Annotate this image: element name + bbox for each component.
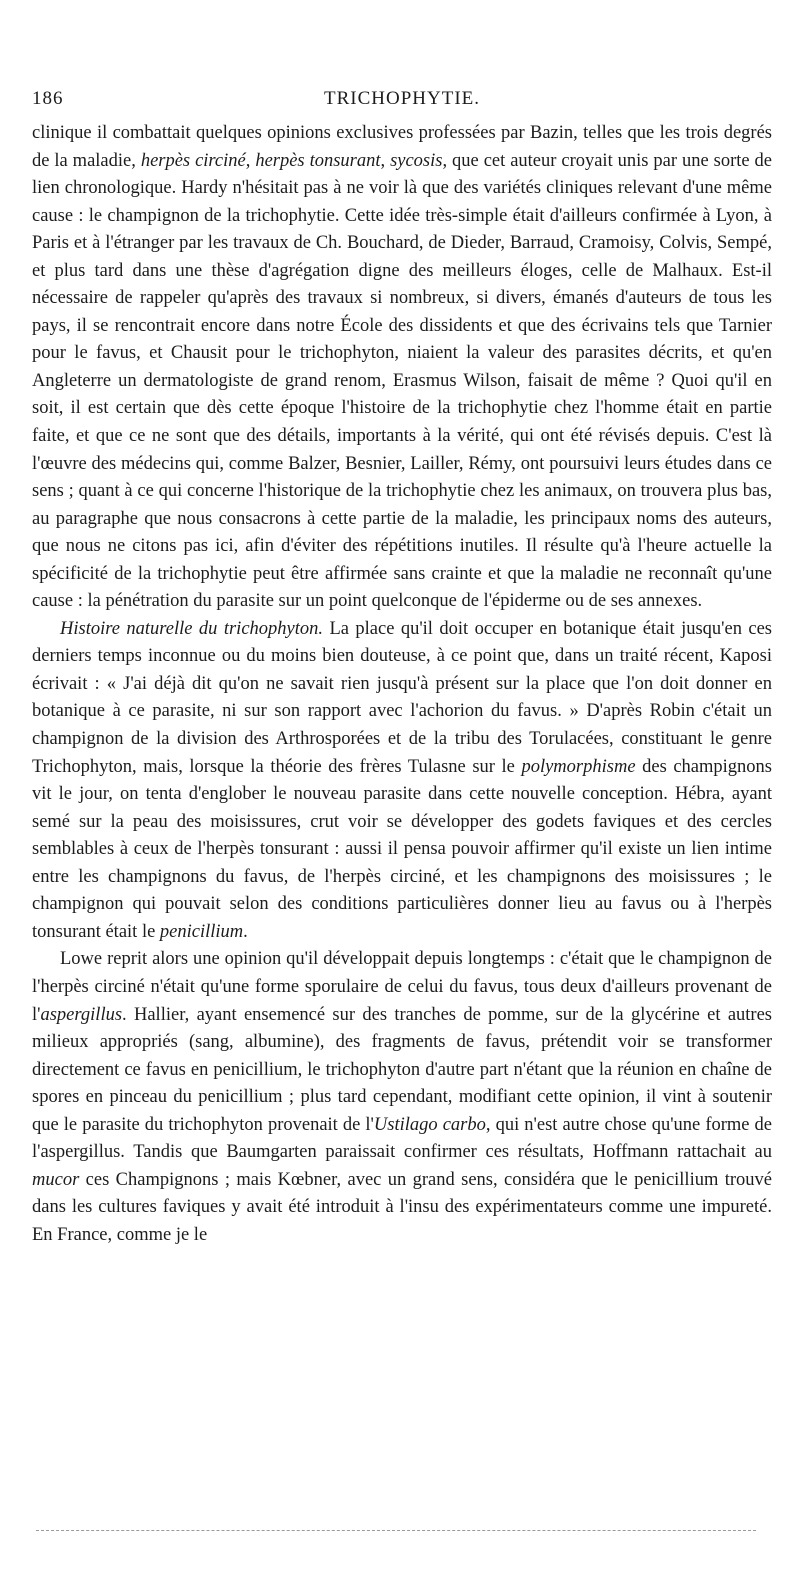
footer-rule bbox=[36, 1530, 756, 1531]
italic-text: aspergillus bbox=[40, 1004, 123, 1025]
text-run: clinique il combattait quelques opinions exclusives professées par Bazin, telles que les trois degrés de la maladie, bbox=[32, 123, 772, 171]
text-run: . bbox=[243, 921, 248, 942]
text-run: Lowe reprit alors une opinion qu'il développait depuis longtemps : c'était que le champignon de l'herpès circiné n'était qu'une forme sporulaire de celui du favus, tous deux d'ailleurs provenant de l' bbox=[32, 949, 772, 1025]
italic-text: sycosis bbox=[390, 150, 443, 171]
body-text bbox=[32, 120, 772, 1249]
text-run: La place qu'il doit occuper en botanique était jusqu'en ces derniers temps inconnue ou du moins bien douteuse, à ce point que, dans un traité récent, Kaposi écrivait : « J'ai déjà dit qu'on ne savait rien jusqu'à présent sur la place que l'on doit donner en botanique à ce parasite, ni sur son rapport avec l'achorion du favus. » D'après Robin c'était un champignon de la division des Arthrosporées et de la tribu des Torulacées, constituant le genre Trichophyton, mais, lorsque la théorie des frères Tulasne sur le bbox=[32, 618, 773, 777]
text-run: , que cet auteur croyait unis par une sorte de lien chronologique. Hardy n'hésitait pas à ne voir là que des variétés cliniques relevant d'une même cause : le champignon de la trichophytie. Cette idée très-simple était d'ailleurs confirmée à Lyon, à Paris et à l'étranger par les travaux de Ch. Bouchard, de Dieder, Barraud, Cramoisy, Colvis, Sempé, et plus tard dans une thèse d'agrégation digne des meilleurs éloges, celle de Malhaux. Est-il nécessaire de rappeler qu'après des travaux si nombreux, si divers, émanés d'auteurs de tous les pays, il se rencontrait encore dans notre École des dissidents et que des écrivains tels que Tarnier pour le favus, et Chausit pour le trichophyton, niaient la valeur des parasites décrits, et qu'en Angleterre un dermatologiste de grand renom, Erasmus Wilson, faisait de même ? Quoi qu'il en soit, il est certain que dès cette époque l'histoire de la trichophytie chez l'homme était en partie faite, et que ce ne sont que des détails, importants à la vérité, qui ont été révisés depuis. C'est là l'œuvre des médecins qui, comme Balzer, Besnier, Lailler, Rémy, ont poursuivi leurs études dans ce sens ; quant à ce qui concerne l'historique de la trichophytie chez les animaux, on trouvera plus bas, au paragraphe que nous consacrons à cette partie de la maladie, les principaux noms des auteurs, que nous ne citons pas ici, afin d'éviter des répétitions inutiles. Il résulte qu'à l'heure actuelle la spécificité de la trichophytie peut être affirmée sans crainte et que la maladie ne reconnaît qu'une cause : la pénétration du parasite sur un point quelconque de l'épiderme ou de ses annexes. bbox=[32, 150, 772, 612]
book-page bbox=[32, 88, 772, 1249]
text-run: , qui n'est autre chose qu'une forme de l'aspergillus. Tandis que Baumgarten paraissait confirmer ces résultats, Hoffmann rattachait au bbox=[32, 1114, 773, 1163]
text-run: des champignons vit le jour, on tenta d'englober le nouveau parasite dans cette nouvelle conception. Hébra, ayant semé sur la peau des moisissures, crut voir se développer des godets faviques et des cercles semblables à ceux de l'herpès tonsurant : aussi il pensa pouvoir affirmer qu'il existe un lien intime entre les champignons du favus, de l'herpès circiné, et les champignons des moisissures ; le champignon qui pouvait selon des conditions particulières donner lieu au favus ou à l'herpès tonsurant était le bbox=[32, 756, 772, 942]
text-run: . Hallier, ayant ensemencé sur des tranches de pomme, sur de la glycérine et autres milieux appropriés (sang, albumine), des fragments de favus, prétendit voir se transformer directement ce favus en penicillium, le trichophyton d'autre part n'étant que la réunion en chaîne de spores en pinceau du penicillium ; plus tard cependant, modifiant cette opinion, il vint à soutenir que le parasite du trichophyton provenait de l' bbox=[32, 1004, 772, 1135]
page-number: 186 bbox=[32, 88, 64, 109]
italic-text: herpès tonsurant bbox=[255, 150, 381, 171]
italic-text: polymorphisme bbox=[521, 756, 636, 777]
italic-text: Histoire naturelle du trichophyton. bbox=[60, 618, 324, 639]
italic-text: mucor bbox=[32, 1169, 80, 1190]
running-title: TRICHOPHYTIE. bbox=[323, 88, 481, 109]
running-head bbox=[32, 88, 772, 118]
text-run: , bbox=[380, 150, 391, 171]
italic-text: herpès circiné bbox=[140, 150, 246, 171]
italic-text: Ustilago carbo bbox=[373, 1114, 486, 1135]
italic-text: penicillium bbox=[159, 921, 244, 942]
paragraph bbox=[32, 120, 772, 616]
text-run: ces Champignons ; mais Kœbner, avec un grand sens, considéra que le penicillium trouvé dans les cultures faviques y avait été introduit à l'insu des expérimentateurs comme une impureté. En France, comme je le bbox=[32, 1169, 772, 1245]
paragraph bbox=[32, 946, 772, 1249]
paragraph bbox=[32, 616, 772, 947]
text-run: , bbox=[245, 150, 256, 171]
